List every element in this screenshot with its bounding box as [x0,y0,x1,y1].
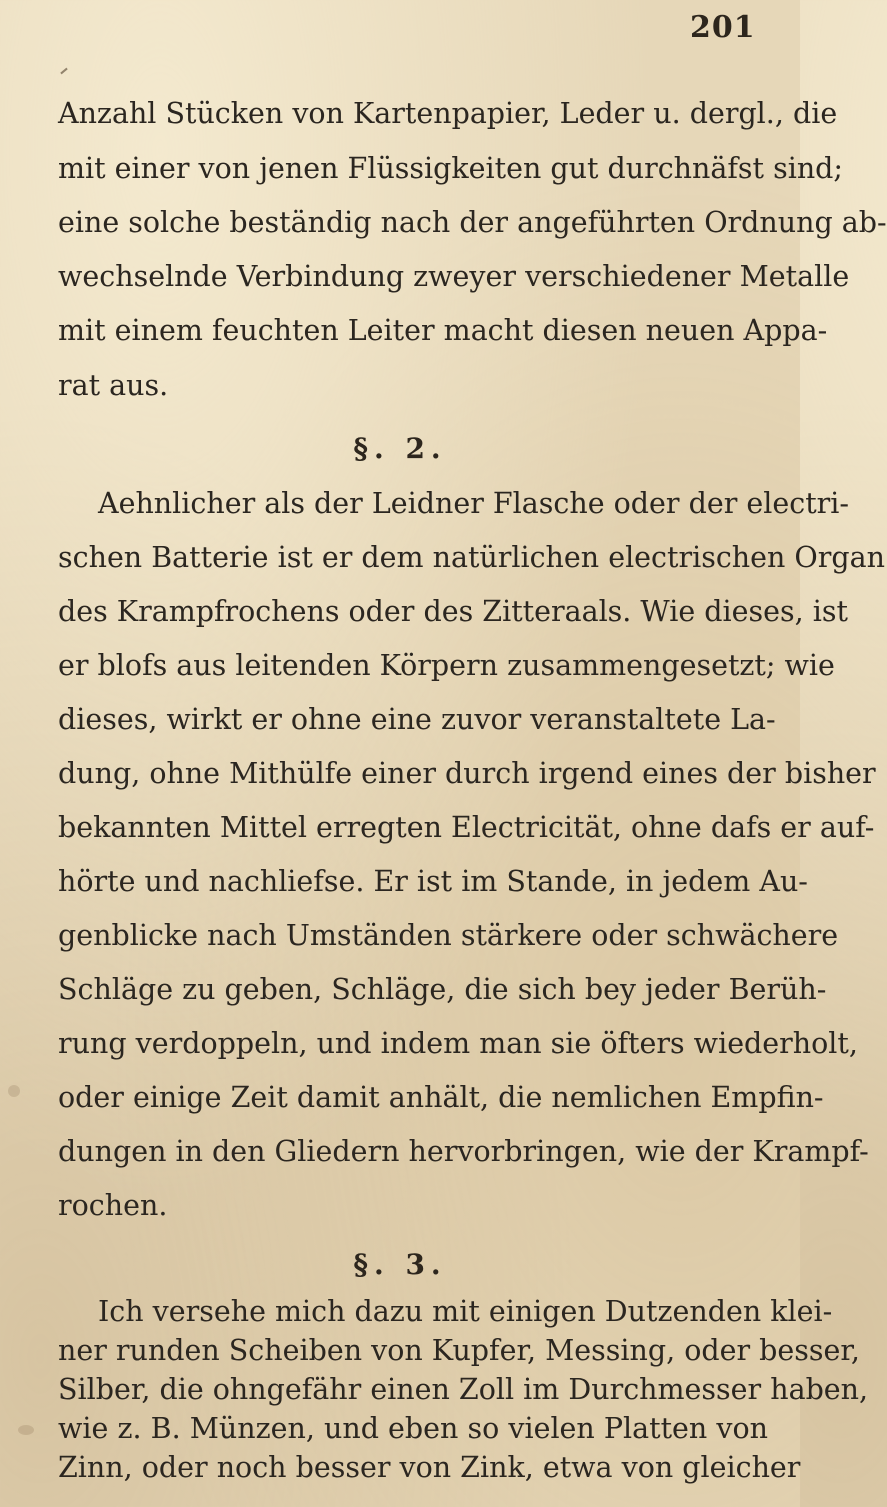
page-number: 201 [690,10,756,45]
text-line: schen Batterie ist er dem natürlichen electrischen Organ [58,541,886,574]
text-line: eine solche beständig nach der angeführten Ordnung ab- [58,206,887,239]
text-line: Zinn, oder noch besser von Zink, etwa von gleicher [58,1451,801,1484]
text-line: Silber, die ohngefähr einen Zoll im Durchmesser haben, [58,1373,869,1406]
text-line: oder einige Zeit damit anhält, die nemlichen Empfin- [58,1081,824,1114]
text-line: rochen. [58,1189,168,1222]
text-line: Aehnlicher als der Leidner Flasche oder der electri- [98,487,850,520]
paper-stain [18,1425,34,1435]
ink-mark [60,68,67,75]
text-line: er blofs aus leitenden Körpern zusammengesetzt; wie [58,649,835,682]
section-heading: §. 3. [353,1248,447,1281]
text-line: genblicke nach Umständen stärkere oder schwächere [58,919,839,952]
text-line: dungen in den Gliedern hervorbringen, wie der Krampf- [58,1135,869,1168]
text-line: wechselnde Verbindung zweyer verschiedener Metalle [58,260,850,293]
text-line: Schläge zu geben, Schläge, die sich bey jeder Berüh- [58,973,827,1006]
section-heading: §. 2. [353,432,447,465]
text-line: dung, ohne Mithülfe einer durch irgend eines der bisher [58,757,876,790]
paper-stain [8,1085,20,1097]
text-line: hörte und nachliefse. Er ist im Stande, in jedem Au- [58,865,808,898]
text-line: dieses, wirkt er ohne eine zuvor veranstaltete La- [58,703,776,736]
text-line: ner runden Scheiben von Kupfer, Messing, oder besser, [58,1334,860,1367]
text-line: Ich versehe mich dazu mit einigen Dutzenden klei- [98,1295,833,1328]
text-line: bekannten Mittel erregten Electricität, ohne dafs er auf- [58,811,875,844]
text-line: rung verdoppeln, und indem man sie öfters wiederholt, [58,1027,858,1060]
text-line: mit einem feuchten Leiter macht diesen neuen Appa- [58,314,828,347]
text-line: rat aus. [58,369,169,402]
text-line: des Krampfrochens oder des Zitteraals. Wie dieses, ist [58,595,848,628]
text-line: Anzahl Stücken von Kartenpapier, Leder u. dergl., die [58,97,838,130]
text-line: mit einer von jenen Flüssigkeiten gut durchnäfst sind; [58,152,844,185]
text-line: wie z. B. Münzen, und eben so vielen Platten von [58,1412,768,1445]
